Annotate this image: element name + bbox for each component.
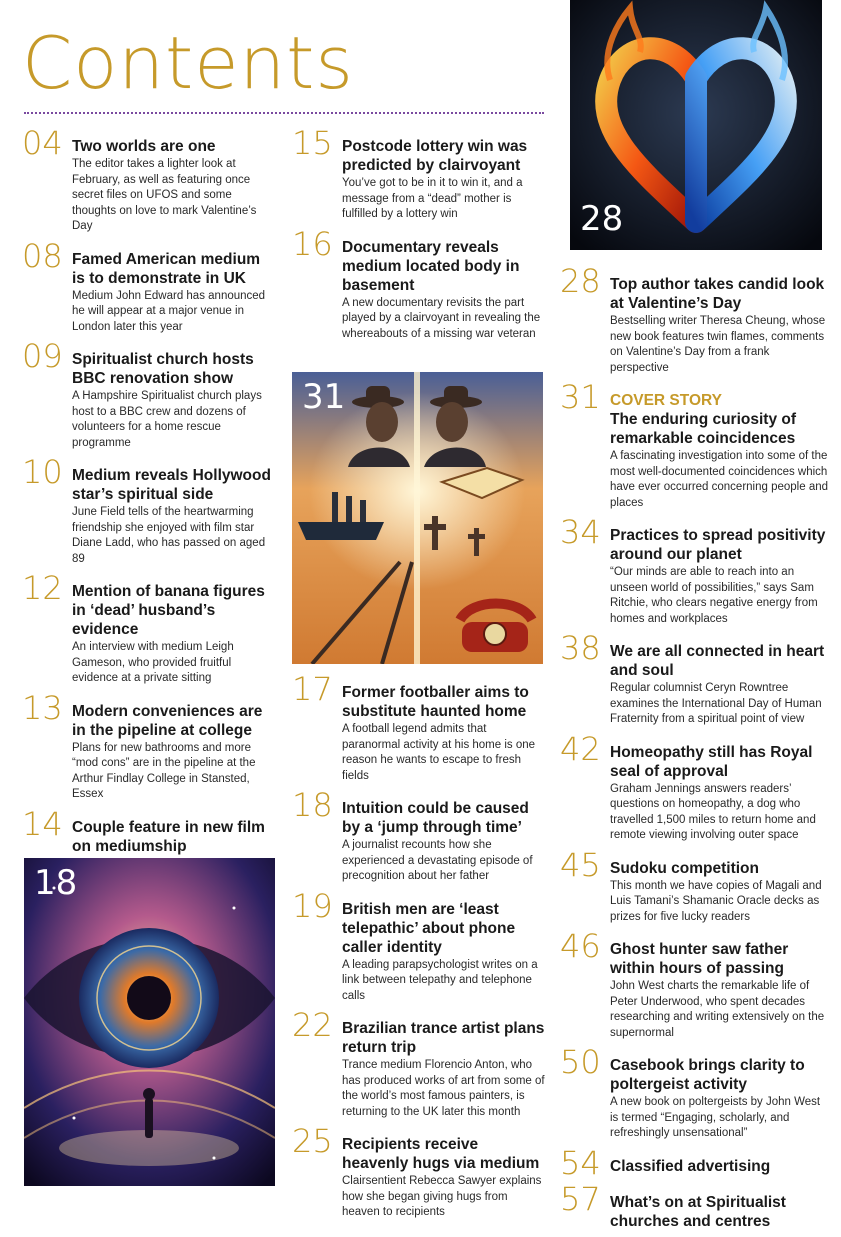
entry-text [342,790,546,885]
page-number: 09 [22,337,63,375]
entry-text [610,266,830,376]
contents-entry[interactable] [560,845,830,926]
page-number: 22 [292,1006,333,1044]
contents-column-middle-top [292,124,546,348]
contents-entry[interactable] [560,1043,830,1142]
entry-headline: Brazilian trance artist plans return trip [342,1020,545,1056]
contents-entry[interactable] [22,337,272,451]
contents-entry[interactable] [292,224,546,343]
entry-text [342,1010,546,1120]
page-number: 54 [560,1143,601,1182]
contents-column-middle-bottom [292,670,546,1227]
page-number: 45 [560,845,601,884]
entry-description: The editor takes a lighter look at February, as well as featuring once secret files on UFOS and some thoughts on love to mark Valentine’s Day [72,158,257,232]
entry-headline: Documentary reveals medium located body in basement [342,238,520,294]
page-number: 19 [292,886,333,925]
entry-description: June Field tells of the heartwarming friendship she enjoyed with film star Diane Ladd, who has passed on aged 89 [72,506,266,565]
page-title: Contents [22,21,354,105]
page-number: 15 [292,124,333,162]
page-number: 34 [560,513,601,551]
entry-text [342,674,546,784]
contents-entry[interactable] [292,786,546,885]
page-number: 28 [560,262,601,300]
entry-headline: Practices to spread positivity around our planet [610,527,826,563]
entry-headline: Mention of banana figures in ‘dead’ husband’s evidence [72,583,265,638]
entry-description: A new book on poltergeists by John West is termed “Engaging, scholarly, and refreshingly unsensational” [610,1096,821,1139]
entry-headline: Sudoku competition [610,859,759,877]
coincidence-collage-image [292,372,543,664]
page-number: 18 [292,786,333,824]
entry-text [342,128,546,223]
entry-description: Trance medium Florencio Anton, who has produced works of art from some of the world’s most famous painters, is returning to the UK later this month [342,1059,545,1118]
page-number: 13 [22,688,63,727]
entry-description: A new documentary revisits the part played by a clairvoyant in revealing the whereabouts of a missing war veteran [342,296,541,340]
entry-description: Clairsentient Rebecca Sawyer explains how she began giving hugs from heaven to recipients [342,1175,542,1218]
entry-text [342,229,546,343]
image-page-number: 31 [302,377,346,417]
entry-text [610,633,830,728]
entry-text [72,128,272,235]
page-number: 12 [22,569,63,607]
entry-description: This month we have copies of Magali and Luis Tamani’s Shamanic Oracle decks as prizes for five lucky readers [610,879,822,923]
entry-description: A football legend admits that paranormal activity at his home is one reason he wants to escape to fresh fields [342,723,536,782]
entry-text [72,573,272,687]
contents-entry[interactable] [22,236,272,336]
entry-description: Medium John Edward has announced he will appear at a major venue in London later this year [72,289,266,333]
entry-description: A fascinating investigation into some of the most well-documented coincidences which have ever occurred concerning people and places [610,450,829,509]
entry-headline: Couple feature in new film on mediumship [72,818,265,855]
entry-text [72,457,272,567]
entry-headline: Top author takes candid look at Valentine’s Day [610,276,825,312]
entry-description: “Our minds are able to reach into an unseen world of possibilities,” says Sam Ritchie, who clears negative energy from homes and workplaces [610,566,818,625]
contents-entry[interactable] [560,927,830,1041]
page-number: 14 [22,804,63,843]
contents-entry[interactable] [560,378,830,511]
page-number: 16 [292,224,333,263]
page-number: 46 [560,927,601,965]
entry-headline: Two worlds are one [72,138,216,155]
entry-description: Plans for new bathrooms and more “mod cons” are in the pipeline at the Arthur Findlay College in Stansted, Essex [72,741,256,800]
entry-text [610,931,830,1041]
contents-entry[interactable] [560,262,830,376]
contents-entry[interactable] [560,513,830,627]
entry-description: Graham Jennings answers readers’ questions on homeopathy, a dog who travelled 1,500 miles to return home and remote viewing involving outer space [610,782,816,841]
entry-headline: Intuition could be caused by a ‘jump through time’ [342,800,529,836]
entry-headline: The enduring curiosity of remarkable coincidences [610,411,797,447]
entry-text [72,693,272,803]
cover-story-kicker: COVER STORY [610,392,722,409]
contents-entry[interactable] [560,1143,830,1182]
page-number: 04 [22,124,63,162]
entry-headline: We are all connected in heart and soul [610,643,825,679]
entry-description: A Hampshire Spiritualist church plays host to a BBC crew and dozens of volunteers for a home rescue programme [72,390,262,449]
entry-description: An interview with medium Leigh Gameson, who provided fruitful evidence at a private sitting [72,641,234,684]
page-number: 38 [560,629,601,667]
page-number: 17 [292,670,333,708]
page-number: 57 [560,1179,601,1218]
eye-galaxy-icon [24,858,275,1186]
entry-text [610,1148,830,1176]
contents-entry[interactable] [22,569,272,687]
contents-entry[interactable] [560,1179,830,1231]
title-divider [24,112,544,114]
contents-column-right [560,262,830,1237]
entry-headline: Homeopathy still has Royal seal of approval [610,743,813,780]
entry-headline: Medium reveals Hollywood star’s spiritual side [72,467,271,503]
image-page-number: 18 [34,863,78,903]
contents-entry[interactable] [22,453,272,567]
entry-headline: Ghost hunter saw father within hours of passing [610,941,789,977]
page-number: 50 [560,1043,601,1081]
contents-entry[interactable] [292,886,546,1005]
entry-headline: British men are ‘least telepathic’ about phone caller identity [342,900,516,956]
contents-entry[interactable] [22,688,272,803]
page-number: 31 [560,378,601,416]
contents-entry[interactable] [292,1122,546,1221]
entry-text [610,517,830,627]
entry-text [342,1126,546,1221]
contents-entry[interactable] [292,670,546,784]
contents-entry[interactable] [560,729,830,844]
contents-entry[interactable] [22,124,272,235]
cosmic-eye-image [24,858,275,1186]
image-page-number: 28 [580,199,624,239]
entry-description: Regular columnist Ceryn Rowntree examines the International Day of Human Fraternity from a spiritual point of view [610,682,822,725]
entry-text [610,850,830,926]
page-number: 10 [22,453,63,491]
entry-headline: Recipients receive heavenly hugs via medium [342,1136,540,1172]
entry-description: A journalist recounts how she experienced a devastating episode of precognition about her father [342,839,533,882]
entry-description: John West charts the remarkable life of Peter Underwood, who spent decades researching and writing extensively on the supernormal [610,980,825,1039]
entry-headline: What’s on at Spiritualist churches and centres [610,1193,786,1230]
contents-entry[interactable] [292,1006,546,1120]
heart-twin-flames-image [570,0,822,250]
entry-description: You’ve got to be in it to win it, and a message from a “dead” mother is fulfilled by a lottery win [342,177,523,220]
contents-entry[interactable] [292,124,546,223]
entry-description: A leading parapsychologist writes on a link between telepathy and telephone calls [342,958,538,1002]
entry-text [72,241,272,336]
entry-text [72,341,272,451]
contents-column-left [22,124,272,909]
entry-text [610,1047,830,1142]
entry-headline: Former footballer aims to substitute haunted home [342,684,529,720]
contents-entry[interactable] [560,629,830,728]
page-number: 42 [560,729,601,768]
entry-headline: Classified advertising [610,1157,771,1175]
entry-text [610,382,830,511]
entry-text [610,734,830,844]
entry-headline: Famed American medium is to demonstrate in UK [72,250,261,287]
entry-headline: Modern conveniences are in the pipeline at college [72,702,263,739]
page-number: 08 [22,236,63,275]
entry-headline: Casebook brings clarity to poltergeist activity [610,1057,805,1093]
entry-headline: Spiritualist church hosts BBC renovation show [72,351,254,387]
entry-text [610,1184,830,1231]
entry-description: Bestselling writer Theresa Cheung, whose new book features twin flames, comments on Valentine’s Day from a frank perspective [610,315,826,374]
entry-text [342,891,546,1005]
page-number: 25 [292,1122,333,1160]
entry-headline: Postcode lottery win was predicted by clairvoyant [342,138,528,174]
